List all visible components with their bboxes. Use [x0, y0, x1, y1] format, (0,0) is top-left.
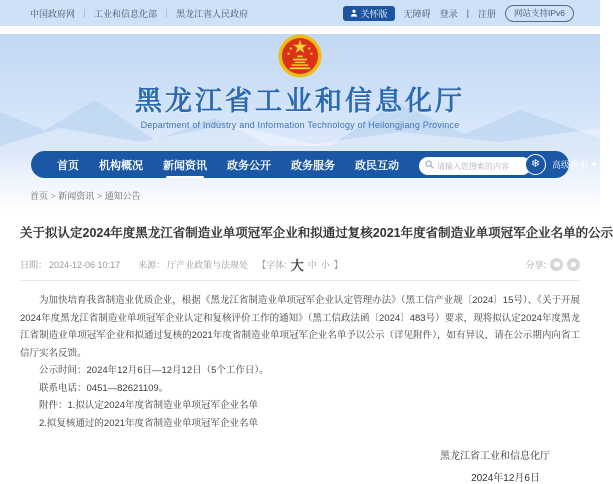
paragraph: 公示时间：2024年12月6日—12月12日（5个工作日）。	[39, 365, 269, 376]
login-link[interactable]: 登录	[439, 8, 458, 19]
nav-item[interactable]: 政务公开	[227, 159, 271, 172]
search-field	[419, 156, 531, 174]
paragraph: 附件：1.拟认定2024年度省制造业单项冠军企业名单	[39, 400, 259, 411]
breadcrumb-item[interactable]: > 通知公告	[94, 191, 140, 201]
font-size-suffix: 】	[333, 260, 343, 270]
care-version-button[interactable]	[343, 6, 395, 21]
advanced-search-link[interactable]	[552, 158, 597, 171]
divider: |	[466, 8, 469, 18]
site-title: 黑龙江省工业和信息化厅	[135, 86, 465, 116]
font-size-controls	[257, 255, 343, 274]
site-subtitle-en: Department of Industry and Information Technology of Heilongjiang Province	[140, 120, 460, 130]
topbar-link[interactable]: ｜ 工业和信息化部	[75, 7, 157, 20]
topbar-links	[30, 7, 248, 20]
breadcrumb-item[interactable]: > 新闻资讯	[48, 191, 94, 201]
national-emblem-icon	[0, 34, 600, 78]
weibo-glyph	[571, 262, 576, 267]
date-value: 2024-12-06 10:17	[49, 259, 121, 270]
breadcrumb-item[interactable]: 首页	[30, 191, 49, 201]
care-version-label: 关怀版	[360, 8, 388, 19]
person-icon	[350, 9, 358, 17]
share-wechat-icon[interactable]	[550, 258, 563, 271]
search-icon	[425, 160, 434, 169]
article-meta	[20, 258, 580, 281]
search-area	[419, 154, 597, 175]
nav-item[interactable]: 政务服务	[291, 159, 335, 172]
nav-zone	[0, 146, 600, 211]
nav-items	[57, 157, 419, 173]
topbar-right	[343, 5, 574, 22]
article-title: 关于拟认定2024年度黑龙江省制造业单项冠军企业和拟通过复核2021年度省制造业单项冠军企业名单的公示	[20, 226, 613, 240]
wechat-glyph	[554, 262, 560, 267]
meta-left	[20, 258, 248, 271]
topbar-link[interactable]: 中国政府网	[30, 8, 76, 19]
topbar-link[interactable]: ｜ 黑龙江省人民政府	[157, 7, 248, 20]
signature-date: 2024年12月6日	[471, 473, 540, 484]
topbar	[0, 0, 600, 26]
search-snowflake-button[interactable]	[525, 154, 546, 175]
paragraph: 为加快培育我省制造业优质企业，根据《黑龙江省制造业单项冠军企业认定管理办法》（黑工信产业规〔2024〕15号）、《关于开展2024年度黑龙江省制造业单项冠军企业认定和复核评价工作的通知》（黑工信政法函〔2024〕483号）要求，现将拟认定2024年度黑龙江省制造业单项冠军企业和拟通过复核的2021年度省制造业单项冠军企业名单予以公示（详见附件），如有异议，请在公示期内向省工信厅实名反馈。	[20, 295, 580, 359]
nav-item[interactable]: 新闻资讯	[163, 157, 207, 173]
chevron-down-icon	[591, 163, 597, 167]
accessibility-link[interactable]: 无障碍	[403, 8, 431, 19]
source-value: 厅产业政策与法规处	[167, 260, 249, 270]
font-size-large-button[interactable]: 大	[290, 258, 304, 273]
article-body	[20, 292, 580, 432]
register-link[interactable]: 注册	[477, 8, 496, 19]
paragraph: 联系电话：0451—82621109。	[39, 382, 169, 394]
signature: 黑龙江省工业和信息化厅	[440, 451, 550, 462]
site-header-banner	[0, 34, 600, 146]
font-size-medium-button[interactable]: 中	[307, 260, 317, 270]
main-nav	[31, 151, 589, 178]
date-label: 日期：	[20, 260, 48, 270]
font-size-prefix: 【字体:	[257, 260, 287, 270]
ipv6-badge: 网站支持IPv6	[505, 5, 574, 22]
banner-content	[0, 34, 600, 130]
share-weibo-icon[interactable]	[567, 258, 580, 271]
search-input[interactable]	[419, 157, 531, 175]
article	[0, 211, 613, 484]
nav-item[interactable]: 政民互动	[355, 159, 399, 172]
nav-item[interactable]: 机构概况	[99, 159, 143, 172]
font-size-small-button[interactable]: 小	[320, 260, 330, 270]
snowflake-icon: ❄	[530, 158, 541, 170]
share-controls	[525, 258, 580, 271]
nav-item[interactable]: 首页	[57, 159, 79, 172]
breadcrumb	[0, 178, 600, 211]
source-label: 来源：	[138, 260, 166, 270]
paragraph: 2.拟复核通过的2021年度省制造业单项冠军企业名单	[39, 417, 259, 429]
share-label: 分享:	[525, 260, 546, 270]
advanced-search-label: 高级搜索	[552, 160, 589, 170]
